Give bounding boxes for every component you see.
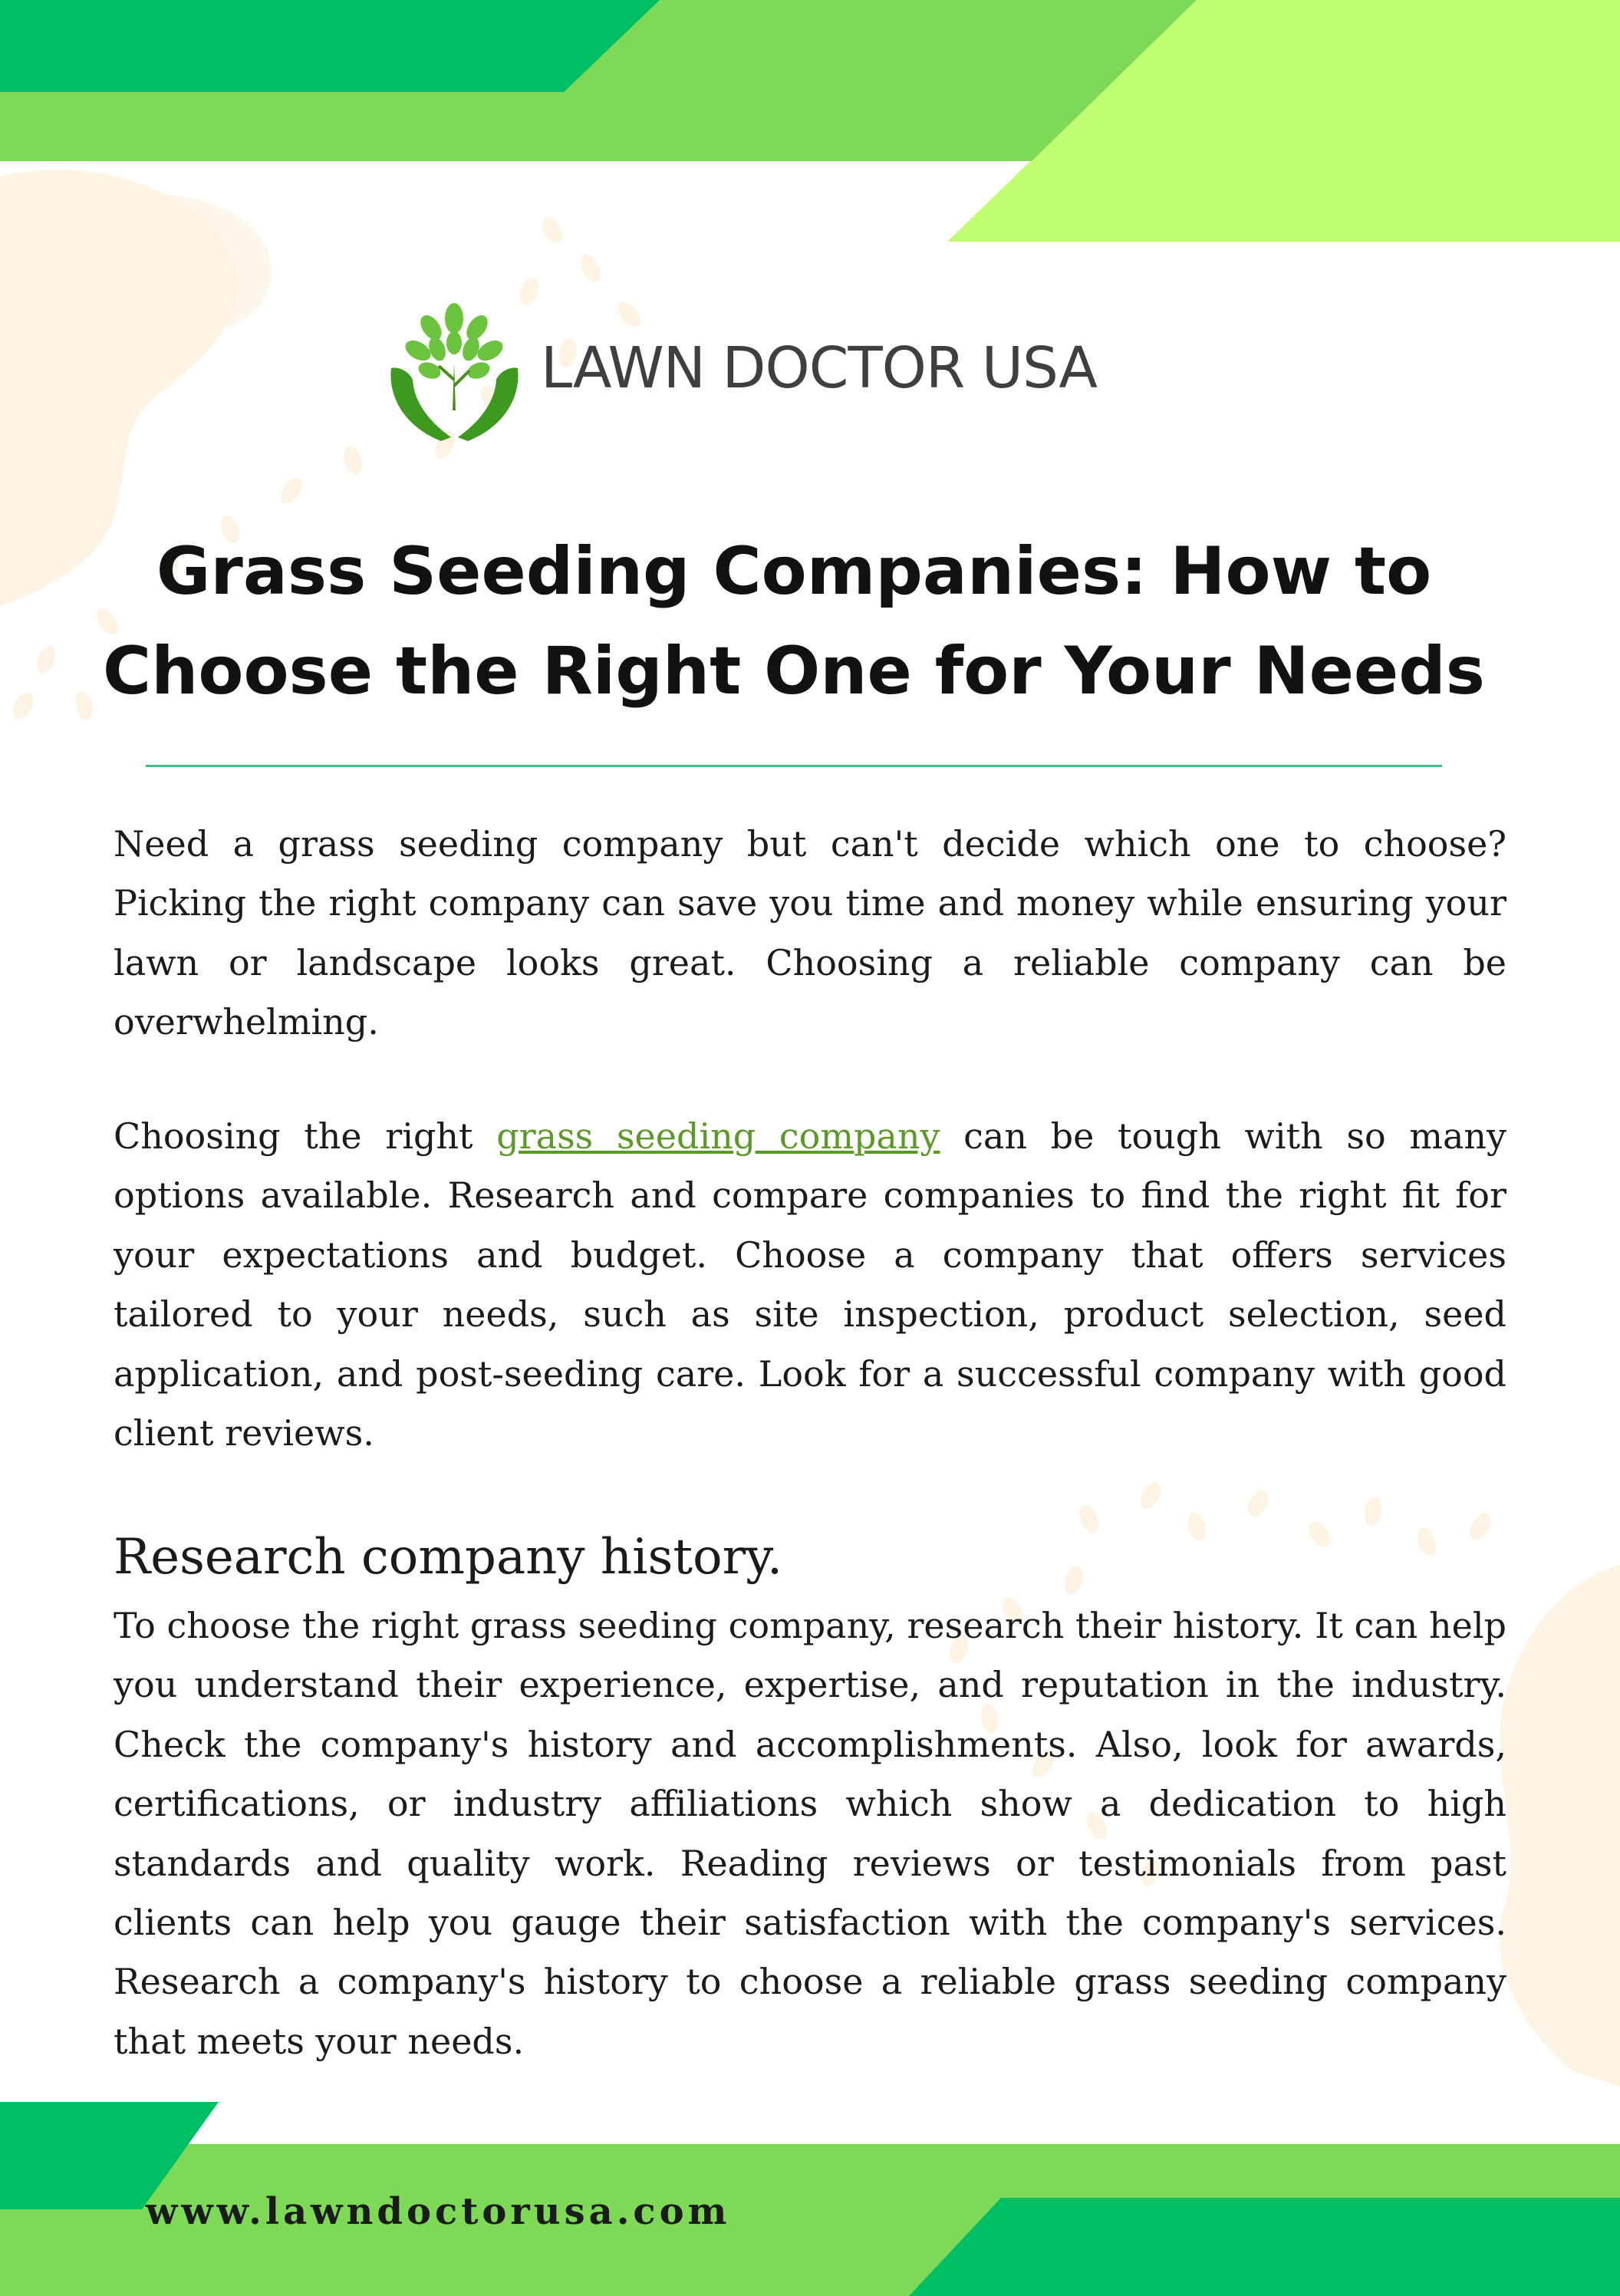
second-paragraph-rest: can be tough with so many options available. Research and compare companies to find the right fit for your expectations and budget. Choose a company that offers services tailored to your needs, such as site inspection, product selection, seed application, and post-seeding care. Look for a successful company with good client reviews. xyxy=(114,1115,1506,1454)
bottom-band-dark xyxy=(909,2198,1620,2296)
page-title-line-2: Choose the Right One for Your Needs xyxy=(103,633,1485,710)
brand-logo xyxy=(384,295,1135,449)
title-divider xyxy=(146,765,1442,767)
top-band-dark xyxy=(0,0,660,92)
section-paragraph: To choose the right grass seeding company, research their history. It can help you understand their experience, expertise, and reputation in the industry. Check the company's history and accomplishments. Also, look for awards, certifications, or industry affiliations which show a dedication to high standards and quality work. Reading reviews or testimonials from past clients can help you gauge their satisfaction with the company's services. Research a company's history to choose a reliable grass seeding company that meets your needs. xyxy=(114,1605,1506,2062)
page-title-line-1: Grass Seeding Companies: How to xyxy=(156,533,1432,610)
brand-name: LAWN DOCTOR USA xyxy=(541,335,1097,401)
page-title xyxy=(84,522,1503,721)
section-heading: Research company history. xyxy=(114,1529,783,1586)
footer-website-url: www.lawndoctorusa.com xyxy=(146,2190,731,2233)
grass-seeding-company-link[interactable]: grass seeding company xyxy=(496,1115,940,1157)
hands-with-tree-icon xyxy=(384,295,525,449)
intro-paragraph: Need a grass seeding company but can't decide which one to choose? Picking the right company can save you time and money while ensuring your lawn or landscape looks great. Choosing a reliable company can be overwhelming. xyxy=(114,823,1506,1043)
second-paragraph xyxy=(114,1107,1506,1463)
second-paragraph-lead: Choosing the right xyxy=(114,1115,497,1157)
cream-blob-right xyxy=(1500,1565,1620,2087)
